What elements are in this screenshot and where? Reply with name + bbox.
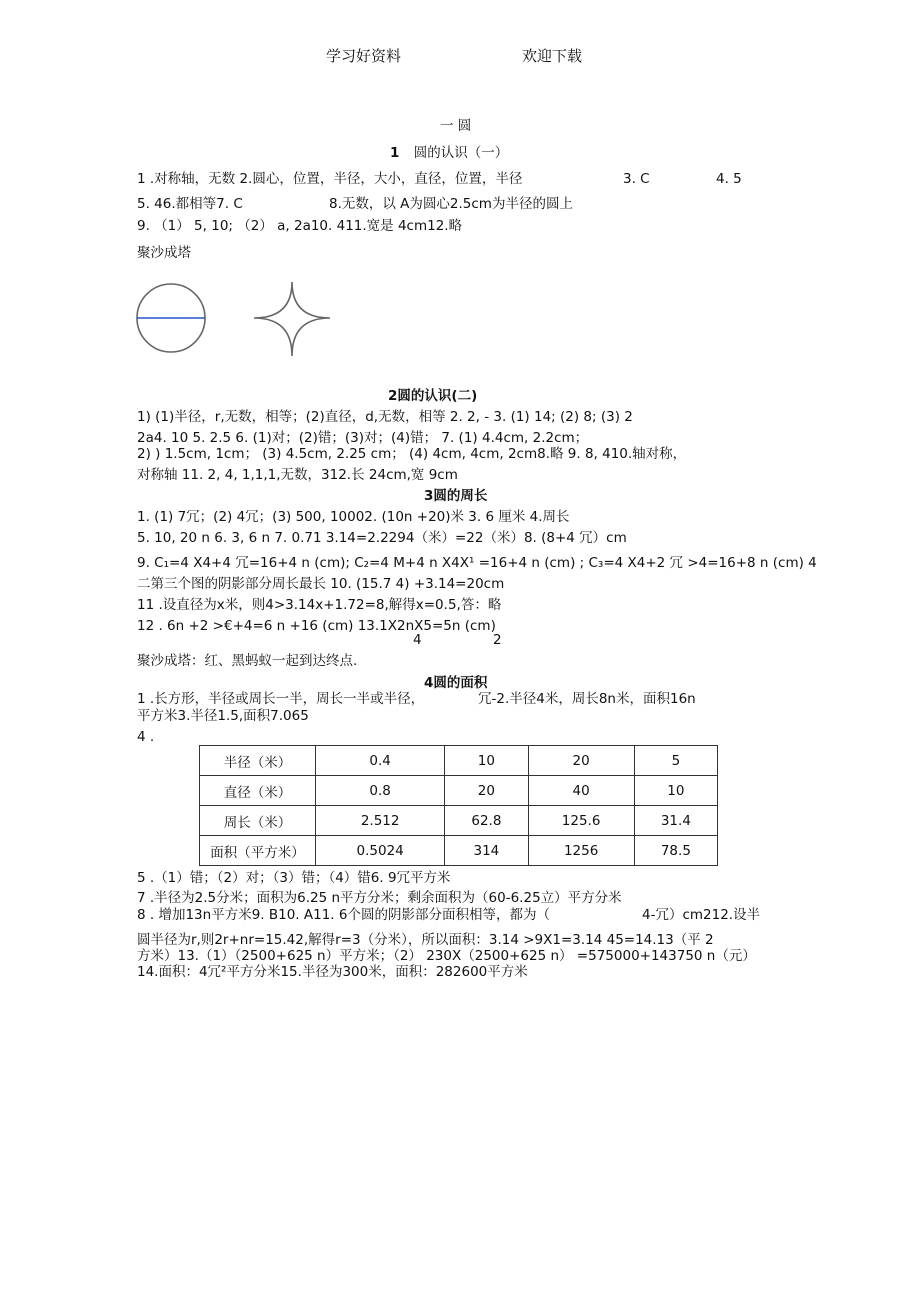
s2-line-1: 1) (1)半径，r,无数，相等；(2)直径，d,无数，相等 2. 2, - 3. (1) 14; (2) 8; (3) 2 [137,409,633,425]
chapter-title: 一 圆 [440,118,472,134]
s4-after-5: 方米）13.（1）（2500+625 n）平方米；（2） 230X（2500+625 n） =575000+143750 n（元） [137,948,756,964]
table-cell: 125.6 [528,806,634,836]
table-cell: 半径（米） [200,746,316,776]
s3-sub-a: 4 [413,632,422,648]
s4-line-3: 4 . [137,729,155,745]
table-cell: 直径（米） [200,776,316,806]
table-cell: 78.5 [634,836,717,866]
s1-line-3: 9. （1） 5, 10; （2） a, 2a10. 411.宽是 4cm12.略 [137,218,463,234]
section-1-number: 1 [390,145,400,161]
s2-line-4: 对称轴 11. 2, 4, 1,1,1,无数，312.长 24cm,宽 9cm [137,467,458,483]
s1-line-2-b: 8.无数，以 A为圆心2.5cm为半径的圆上 [329,196,573,212]
table-cell: 10 [445,746,528,776]
table-row [200,746,718,776]
s4-after-1: 5 .（1）错；（2）对；（3）错；（4）错6. 9冗平方米 [137,870,451,886]
s3-ending: 聚沙成塔：红、黑蚂蚁一起到达终点. [137,653,358,669]
header-right: 欢迎下载 [522,47,583,65]
s4-line-1: 1 .长方形，半径或周长一半，周长一半或半径， [137,691,425,707]
s3-line-1: 1. (1) 7冗；(2) 4冗；(3) 500, 10002. (10n +20)米 3. 6 厘米 4.周长 [137,509,570,525]
section-3-title: 3圆的周长 [424,488,488,504]
s4-after-4: 圆半径为r,则2r+nr=15.42,解得r=3（分米），所以面积：3.14 >9X1=3.14 45=14.13（平 2 [137,932,714,948]
s2-line-2: 2a4. 10 5. 2.5 6. (1)对；(2)错；(3)对；(4)错； 7. (1) 4.4cm, 2.2cm； [137,430,589,446]
s3-line-2: 5. 10, 20 n 6. 3, 6 n 7. 0.71 3.14=2.2294（米）=22（米）8. (8+4 冗）cm [137,530,627,546]
circle-measure-table [199,745,718,866]
table-cell: 5 [634,746,717,776]
s4-after-3-b: 4-冗）cm212.设半 [642,907,761,923]
section-2-title: 2圆的认识(二) [388,388,478,404]
table-cell: 40 [528,776,634,806]
s4-after-6: 14.面积：4冗²平方分米15.半径为300米，面积：282600平方米 [137,964,528,980]
table-cell: 面积（平方米） [200,836,316,866]
table-cell: 0.8 [316,776,445,806]
s3-line-6: 12 . 6n +2 >€+4=6 n +16 (cm) 13.1X2nX5=5n (cm) [137,618,496,634]
s1-line-1: 1 .对称轴，无数 2.圆心，位置，半径，大小，直径，位置，半径 [137,171,523,187]
section-1-title [390,145,508,161]
table-row [200,806,718,836]
table-row [200,776,718,806]
s4-line-2: 平方米3.半径1.5,面积7.065 [137,708,309,724]
table-cell: 20 [528,746,634,776]
s3-line-4: 二第三个图的阴影部分周长最长 10. (15.7 4) +3.14=20cm [137,576,505,592]
s1-line-2: 5. 46.都相等7. C [137,196,243,212]
s2-line-3: 2) ) 1.5cm, 1cm； (3) 4.5cm, 2.25 cm； (4) 4cm, 4cm, 2cm8.略 9. 8, 410.轴对称， [137,446,687,462]
section-1-title-text: 圆的认识（一） [413,145,509,161]
section-4-title: 4圆的面积 [424,675,488,691]
s1-line-4: 聚沙成塔 [137,245,191,261]
table-cell: 62.8 [445,806,528,836]
table-cell: 周长（米） [200,806,316,836]
s1-line-1-b: 3. C [623,171,650,187]
table-cell: 314 [445,836,528,866]
table-cell: 1256 [528,836,634,866]
circle-diameter-figure [133,280,209,356]
s4-after-3: 8 . 增加13n平方米9. B10. A11. 6个圆的阴影部分面积相等，都为（ [137,907,550,923]
table-cell: 2.512 [316,806,445,836]
header-left: 学习好资料 [326,47,402,65]
table-cell: 31.4 [634,806,717,836]
table-cell: 10 [634,776,717,806]
table-cell: 0.4 [316,746,445,776]
astroid-figure [252,280,332,360]
s4-after-2: 7 .半径为2.5分米；面积为6.25 n平方分米；剩余面积为（60-6.25立）平方分米 [137,890,622,906]
s1-line-1-c: 4. 5 [716,171,742,187]
s3-line-3: 9. C₁=4 X4+4 冗=16+4 n (cm); C₂=4 M+4 n X4X¹ =16+4 n (cm) ; C₃=4 X4+2 冗 >4=16+8 n (cm) 4 [137,555,817,571]
s3-sub-b: 2 [493,632,502,648]
s3-line-5: 11 .设直径为x米，则4>3.14x+1.72=8,解得x=0.5,答：略 [137,597,502,613]
s4-line-1-b: 冗-2.半径4米，周长8n米，面积16n [478,691,696,707]
table-cell: 20 [445,776,528,806]
table-cell: 0.5024 [316,836,445,866]
table-row [200,836,718,866]
